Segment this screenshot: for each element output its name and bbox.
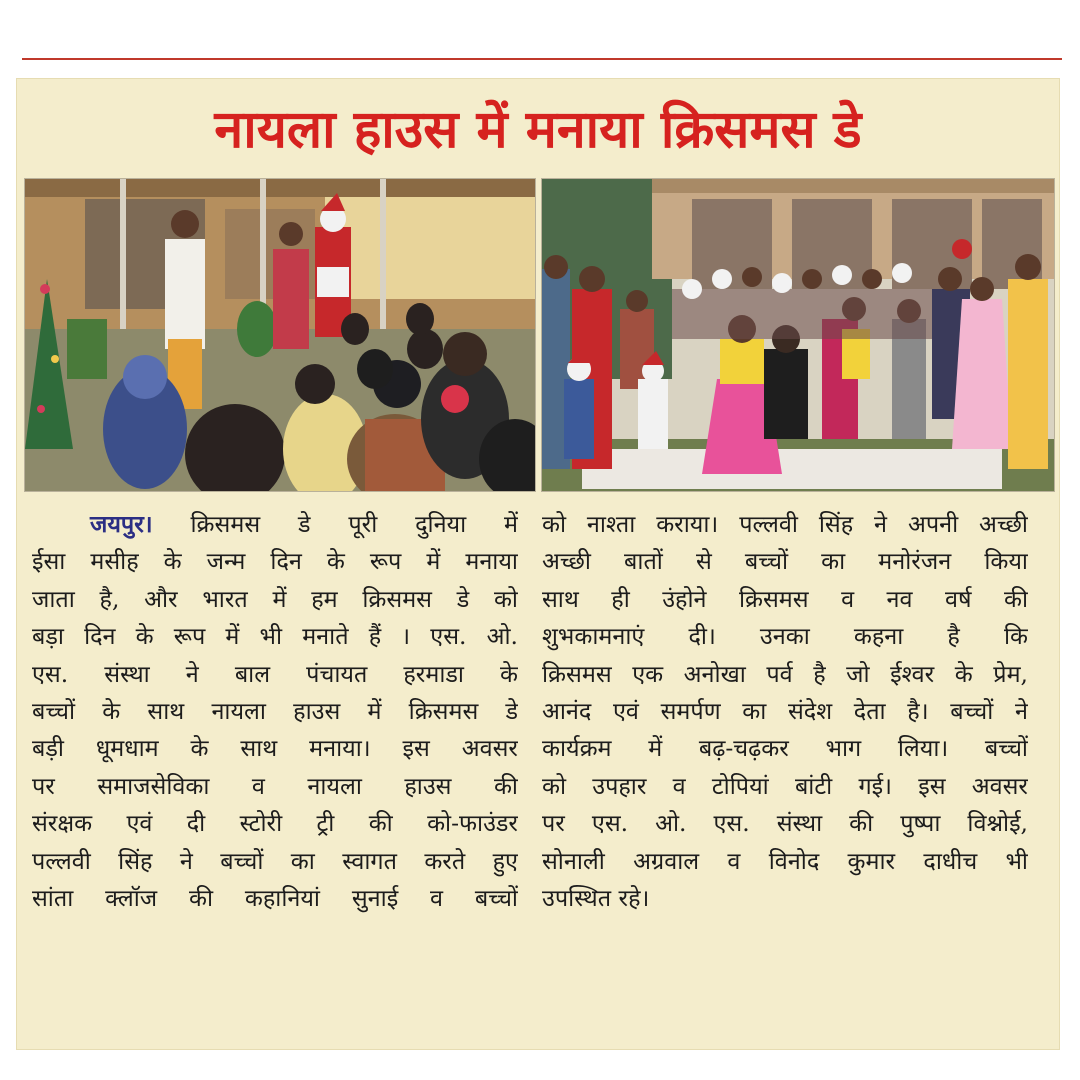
top-rule	[22, 58, 1062, 60]
text-line: को उपहार व टोपियां बांटी गई। इस अवसर	[542, 771, 1028, 800]
text-line: एस. संस्था ने बाल पंचायत हरमाडा के	[32, 659, 518, 688]
dateline: जयपुर।	[90, 510, 153, 538]
photo-group-with-santa-hats	[541, 178, 1055, 492]
text-line: पल्लवी सिंह ने बच्चों का स्वागत करते हुए	[32, 846, 518, 875]
text-line: सांता क्लॉज की कहानियां सुनाई व बच्चों	[32, 883, 518, 912]
text-line: आनंद एवं समर्पण का संदेश देता है। बच्चों ने	[542, 696, 1028, 725]
text-line: साथ ही उंहोने क्रिसमस व नव वर्ष की	[542, 584, 1028, 613]
text-line: अच्छी बातों से बच्चों का मनोरंजन किया	[542, 547, 1028, 576]
text-line: जयपुर। क्रिसमस डे पूरी दुनिया में	[90, 510, 518, 538]
text-line: सोनाली अग्रवाल व विनोद कुमार दाधीच भी	[542, 846, 1028, 875]
text-line: बच्चों के साथ नायला हाउस में क्रिसमस डे	[32, 696, 518, 725]
text-line: कार्यक्रम में बढ़-चढ़कर भाग लिया। बच्चों	[542, 734, 1028, 763]
text-line: बड़ी धूमधाम के साथ मनाया। इस अवसर	[32, 734, 518, 763]
photo-santa-with-children	[24, 178, 536, 492]
text-line: शुभकामनाएं दी। उनका कहना है कि	[542, 622, 1028, 651]
text-line: पर समाजसेविका व नायला हाउस की	[32, 771, 518, 800]
text-line: ईसा मसीह के जन्म दिन के रूप में मनाया	[32, 547, 518, 576]
article-column-right	[542, 506, 1028, 917]
newspaper-clipping	[16, 78, 1060, 1050]
text-line: उपस्थित रहे।	[542, 883, 650, 912]
headline: नायला हाउस में मनाया क्रिसमस डे	[214, 100, 862, 160]
text-line: बड़ा दिन के रूप में भी मनाते हैं । एस. ओ.	[32, 622, 518, 651]
text-line: को नाश्ता कराया। पल्लवी सिंह ने अपनी अच्छी	[542, 510, 1028, 538]
text-line: क्रिसमस एक अनोखा पर्व है जो ईश्वर के प्रेम,	[542, 659, 1028, 688]
text-line: पर एस. ओ. एस. संस्था की पुष्पा विश्नोई,	[542, 809, 1028, 838]
article-column-left	[32, 506, 518, 917]
text-line: संरक्षक एवं दी स्टोरी ट्री की को-फाउंडर	[32, 809, 518, 838]
text-line: जाता है, और भारत में हम क्रिसमस डे को	[32, 584, 518, 613]
